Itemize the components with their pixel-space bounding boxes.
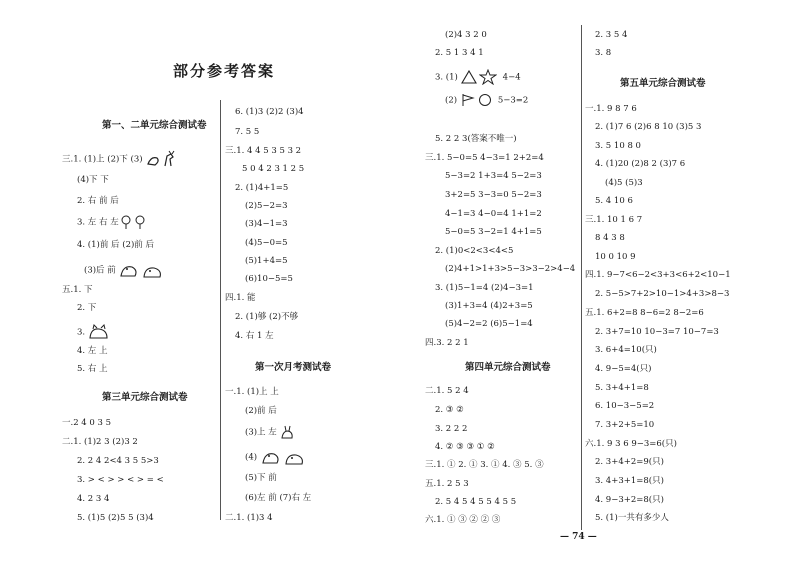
flag-icon bbox=[460, 93, 476, 107]
answer-line: 4. 9−3+2=8(只) bbox=[595, 495, 664, 505]
answer-line: 5. 2 2 3(答案不唯一) bbox=[435, 134, 517, 144]
answer-line: (4)下 下 bbox=[77, 175, 109, 185]
answer-line: 三.1. 4 4 5 3 5 3 2 bbox=[225, 146, 302, 156]
answer-line: 4. 左 上 bbox=[77, 346, 108, 356]
answer-line: 7. 3+2+5=10 bbox=[595, 420, 655, 430]
answer-line: 5−3=2 1+3=4 5−2=3 bbox=[445, 171, 542, 181]
answer-line: 2. 3+4+2=9(只) bbox=[595, 457, 664, 467]
column-divider bbox=[220, 100, 221, 520]
answer-line: (3)后 前 bbox=[84, 261, 166, 279]
answer-line: 2. ③ ② bbox=[435, 405, 464, 415]
answer-line: (5)4−2=2 (6)5−1=4 bbox=[445, 319, 533, 329]
answer-line: 2. 3+7=10 10−3=7 10−7=3 bbox=[595, 327, 719, 337]
answer-line: (4) bbox=[245, 448, 308, 466]
answer-line: 六.1. ① ③ ② ② ③ bbox=[425, 515, 501, 525]
answer-line: 五.1. 6+2=8 8−6=2 8−2=6 bbox=[585, 308, 704, 318]
star-icon bbox=[479, 69, 497, 85]
answer-line: 4. 右 1 左 bbox=[235, 331, 274, 341]
answer-line: 4. 2 3 4 bbox=[77, 494, 110, 504]
answer-line: (5)1+4=5 bbox=[245, 256, 288, 266]
answer-line: (2)4+1>1+3>5−3>3−2>4−4 bbox=[445, 264, 576, 274]
answer-line: 4. (1)20 (2)8 2 (3)7 6 bbox=[595, 159, 686, 169]
section-heading-units-1-2: 第一、二单元综合测试卷 bbox=[102, 120, 207, 131]
answer-line: 3. 8 bbox=[595, 48, 612, 58]
page-number: — 74 — bbox=[560, 532, 597, 542]
answer-line: 2. 2 4 2<4 3 5 5>3 bbox=[77, 456, 159, 466]
answer-line: 3. 2 2 2 bbox=[435, 424, 468, 434]
answer-line: 3. bbox=[77, 324, 110, 340]
deer-icon bbox=[145, 150, 179, 168]
rabbit-icon bbox=[279, 425, 295, 439]
answer-line: 3. 6+4=10(只) bbox=[595, 345, 657, 355]
answer-line: 5. 3+4+1=8 bbox=[595, 383, 649, 393]
answer-line: 7. 5 5 bbox=[235, 127, 260, 137]
answer-line: 3. > < > > < > = < bbox=[77, 475, 164, 485]
answer-line: (3)上 左 bbox=[245, 425, 295, 439]
answer-line: 3+2=5 3−3=0 5−2=3 bbox=[445, 190, 542, 200]
answer-line: 2. (1)0<2<3<4<5 bbox=[435, 246, 514, 256]
answer-line: 六.1. 9 3 6 9−3=6(只) bbox=[585, 439, 677, 449]
answer-line: 五.1. 下 bbox=[62, 285, 93, 295]
answer-line: 3. 5 10 8 0 bbox=[595, 141, 641, 151]
answer-line: 2. 右 前 后 bbox=[77, 196, 119, 206]
answer-line: 10 0 10 9 bbox=[595, 252, 636, 262]
answer-line: (2)5−2=3 bbox=[245, 201, 288, 211]
answer-line: 2. 5 1 3 4 1 bbox=[435, 48, 484, 58]
answer-line: (6)10−5=5 bbox=[245, 274, 293, 284]
answer-line: 三.1. ① 2. ① 3. ① 4. ③ 5. ③ bbox=[425, 460, 544, 470]
answer-line: 4−1=3 4−0=4 1+1=2 bbox=[445, 209, 542, 219]
answer-line: 一.1. (1)上 上 bbox=[225, 387, 279, 397]
answer-line: 5. (1)5 (2)5 5 (3)4 bbox=[77, 513, 154, 523]
answer-line: (2) 5−3=2 bbox=[445, 93, 528, 107]
animals-icon bbox=[118, 261, 166, 279]
answer-line: 3. (1) 4−4 bbox=[435, 69, 521, 85]
answer-line: 4. (1)前 后 (2)前 后 bbox=[77, 240, 154, 250]
answer-line: 4. 9−5=4(只) bbox=[595, 364, 652, 374]
triangle-icon bbox=[461, 70, 477, 84]
answer-line: 8 4 3 8 bbox=[595, 233, 625, 243]
answer-line: 5. 4 10 6 bbox=[595, 196, 633, 206]
answer-line: 一.1. 9 8 7 6 bbox=[585, 104, 637, 114]
answer-line: 2. 下 bbox=[77, 303, 97, 313]
answer-line: 2. (1)4+1=5 bbox=[235, 183, 289, 193]
answer-line: 四.1. 9−7<6−2<3+3<6+2<10−1 bbox=[585, 270, 731, 280]
answer-line: 3. (1)5−1=4 (2)4−3=1 bbox=[435, 283, 534, 293]
cat-icon bbox=[88, 324, 110, 340]
answer-line: 5. (1)一共有多少人 bbox=[595, 513, 669, 523]
answer-line: 3. 4+3+1=8(只) bbox=[595, 476, 664, 486]
answer-line: 二.1. (1)2 3 (2)3 2 bbox=[62, 437, 138, 447]
answer-line: (2)4 3 2 0 bbox=[445, 30, 487, 40]
answer-line: (4)5−0=5 bbox=[245, 238, 288, 248]
answer-line: 5. 右 上 bbox=[77, 364, 108, 374]
answer-line: 二.1. (1)3 4 bbox=[225, 513, 273, 523]
answer-line: 三.1. 5−0=5 4−3=1 2+2=4 bbox=[425, 153, 544, 163]
answer-line: 6. 10−3−5=2 bbox=[595, 401, 655, 411]
answer-line: 二.1. 5 2 4 bbox=[425, 386, 469, 396]
answer-line: 五.1. 2 5 3 bbox=[425, 479, 469, 489]
section-heading-unit-4: 第四单元综合测试卷 bbox=[465, 362, 551, 373]
answer-line: 四.1. 能 bbox=[225, 293, 256, 303]
animals-icon bbox=[260, 448, 308, 466]
circle-icon bbox=[478, 93, 492, 107]
tree-icon bbox=[121, 215, 147, 229]
answer-line: 2. 5−5>7+2>10−1>4+3>8−3 bbox=[595, 289, 730, 299]
answer-line: 4. ② ③ ③ ① ② bbox=[435, 442, 495, 452]
answer-line: 2. (1)够 (2)不够 bbox=[235, 312, 299, 322]
answer-line: 四.3. 2 2 1 bbox=[425, 338, 469, 348]
answer-line: 一.2 4 0 3 5 bbox=[62, 418, 112, 428]
main-title: 部分参考答案 bbox=[173, 62, 276, 80]
section-heading-unit-3: 第三单元综合测试卷 bbox=[102, 392, 188, 403]
section-heading-unit-5: 第五单元综合测试卷 bbox=[620, 78, 706, 89]
section-heading-monthly-test: 第一次月考测试卷 bbox=[255, 362, 332, 373]
answer-line: (5)下 前 bbox=[245, 473, 277, 483]
answer-line: (3)1+3=4 (4)2+3=5 bbox=[445, 301, 533, 311]
answer-line: 2. (1)7 6 (2)6 8 10 (3)5 3 bbox=[595, 122, 702, 132]
column-divider bbox=[581, 25, 582, 530]
answer-line: 6. (1)3 (2)2 (3)4 bbox=[235, 107, 304, 117]
answer-line: (4)5 (5)3 bbox=[605, 178, 643, 188]
answer-line: 5−0=5 3−2=1 4+1=5 bbox=[445, 227, 542, 237]
answer-line: 2. 5 4 5 4 5 5 4 5 5 bbox=[435, 497, 517, 507]
answer-line: 3. 左 右 左 bbox=[77, 215, 147, 229]
right-page bbox=[400, 0, 800, 566]
answer-line: 2. 3 5 4 bbox=[595, 30, 628, 40]
answer-line: (3)4−1=3 bbox=[245, 219, 288, 229]
answer-line: 三.1. (1)上 (2)下 (3) bbox=[62, 150, 179, 168]
answer-line: (2)前 后 bbox=[245, 406, 277, 416]
answer-line: (6)左 前 (7)右 左 bbox=[245, 493, 312, 503]
answer-line: 三.1. 10 1 6 7 bbox=[585, 215, 643, 225]
answer-line: 5 0 4 2 3 1 2 5 bbox=[242, 164, 305, 174]
